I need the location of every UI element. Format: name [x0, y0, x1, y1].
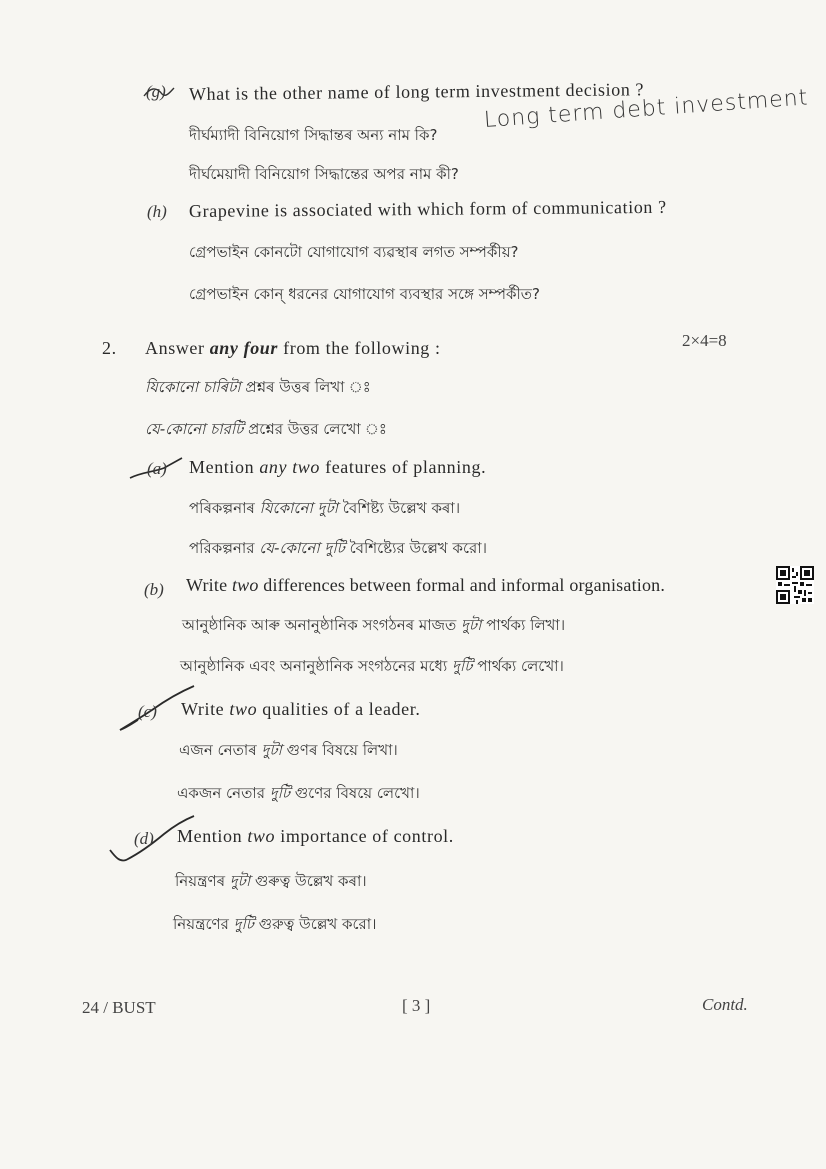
question-2-number: 2. [102, 338, 117, 358]
assamese-emphasis: দুটা [461, 616, 482, 634]
bengali-rest: প্রশ্নের উত্তর লেখো ঃ [248, 420, 387, 438]
question-2a-label: (a) [147, 459, 167, 478]
instruction-prefix: Answer [145, 338, 205, 358]
question-2-assamese [145, 376, 371, 401]
text-prefix: Mention [177, 826, 243, 846]
instruction-emphasis: any four [209, 338, 279, 358]
assamese-emphasis: যিকোনো দুটা [259, 499, 338, 517]
question-2b-assamese [182, 614, 565, 639]
question-2-marks: 2×4=8 [682, 331, 727, 350]
text-emphasis: two [231, 575, 259, 595]
bengali-suffix: গুণের বিষয়ে লেখো। [294, 784, 420, 802]
question-h-text: Grapevine is associated with which form of communication ? [188, 196, 667, 221]
text-suffix: differences between formal and informal organisation. [263, 575, 666, 595]
question-2d-assamese [175, 870, 367, 895]
text-prefix: Write [186, 575, 228, 595]
text-emphasis: any two [259, 457, 321, 477]
assamese-emphasis: দুটা [261, 741, 282, 759]
assamese-suffix: গুণৰ বিষয়ে লিখা। [286, 741, 398, 759]
assamese-prefix: পৰিকল্পনাৰ [189, 499, 255, 517]
bengali-emphasis: দুটি [233, 915, 254, 933]
text-emphasis: two [247, 826, 276, 846]
assamese-suffix: পাৰ্থক্য লিখা। [486, 616, 566, 634]
assamese-suffix: বৈশিষ্ট্য উল্লেখ কৰা। [342, 499, 461, 517]
question-2b-text [186, 575, 665, 596]
bengali-emphasis: দুটি [269, 784, 291, 802]
paper-code: 24 / BUST [82, 998, 156, 1017]
question-2d-text [177, 826, 454, 847]
text-prefix: Write [181, 699, 225, 719]
question-2b-bengali [180, 655, 564, 680]
bengali-prefix: আনুষ্ঠানিক এবং অনানুষ্ঠানিক সংগঠনের মধ্যে [180, 657, 448, 675]
assamese-emphasis: দুটা [229, 872, 251, 890]
scribble-mark [142, 82, 176, 104]
question-2c-text [181, 699, 420, 720]
text-suffix: importance of control. [280, 826, 454, 846]
assamese-suffix: গুৰুত্ব উল্লেখ কৰা। [254, 872, 367, 890]
question-h-bengali: গ্রেপভাইন কোন্ ধরনের যোগাযোগ ব্যবস্থার সঙ্গে সম্পর্কীত? [189, 285, 541, 303]
question-2d-label: (d) [134, 829, 154, 848]
question-2-bengali [145, 418, 387, 443]
question-2b-label: (b) [144, 580, 164, 599]
question-2a-assamese [189, 497, 460, 522]
question-g-bengali: দীর্ঘমেয়াদী বিনিয়োগ সিদ্ধান্তের অপর নাম কী? [189, 165, 459, 183]
question-2c-label: (c) [138, 702, 157, 721]
bengali-suffix: পার্থক্য লেখো। [477, 657, 564, 675]
text-suffix: qualities of a leader. [262, 699, 421, 719]
question-g-text: What is the other name of long term investment decision ? [188, 79, 645, 104]
bengali-prefix: নিয়ন্ত্রণের [173, 915, 229, 933]
assamese-prefix: নিয়ন্ত্ৰণৰ [175, 872, 226, 890]
continued-label: Contd. [702, 995, 748, 1014]
text-suffix: features of planning. [325, 457, 487, 477]
bengali-emphasis: দুটি [452, 657, 473, 675]
bengali-suffix: গুরুত্ব উল্লেখ করো। [258, 915, 377, 933]
bengali-prefix: পরিকল্পনার [189, 539, 255, 557]
assamese-prefix: এজন নেতাৰ [179, 741, 257, 759]
instruction-suffix: from the following : [283, 338, 441, 358]
text-emphasis: two [229, 699, 258, 719]
question-2-instruction [145, 338, 441, 359]
bengali-prefix: একজন নেতার [177, 784, 265, 802]
text-prefix: Mention [189, 457, 255, 477]
question-g-label: (g) [146, 82, 166, 101]
assamese-prefix: আনুষ্ঠানিক আৰু অনানুষ্ঠানিক সংগঠনৰ মাজত [182, 616, 457, 634]
question-g-assamese: দীৰ্ঘম্যাদী বিনিয়োগ সিদ্ধান্তৰ অন্য নাম কি? [189, 126, 438, 144]
handwritten-answer: Long term debt investment [483, 85, 810, 133]
question-2a-bengali [189, 537, 487, 562]
question-2c-bengali [177, 782, 420, 807]
bengali-emphasis: যে-কোনো চারটি [145, 420, 244, 438]
assamese-emphasis: যিকোনো চাৰিটা [145, 378, 241, 396]
qr-code-icon [776, 566, 814, 604]
bengali-emphasis: যে-কোনো দুটি [259, 539, 345, 557]
question-h-label: (h) [147, 202, 167, 221]
question-h-assamese: গ্ৰেপভাইন কোনটো যোগাযোগ ব্যৱস্থাৰ লগত সম্পৰ্কীয়? [189, 243, 519, 261]
question-2c-assamese [179, 739, 398, 764]
question-2d-bengali [173, 913, 377, 938]
assamese-rest: প্ৰশ্নৰ উত্তৰ লিখা ঃ [245, 378, 371, 396]
page-number: [ 3 ] [402, 996, 431, 1015]
question-2a-text [189, 457, 486, 478]
bengali-suffix: বৈশিষ্ট্যের উল্লেখ করো। [349, 539, 488, 557]
